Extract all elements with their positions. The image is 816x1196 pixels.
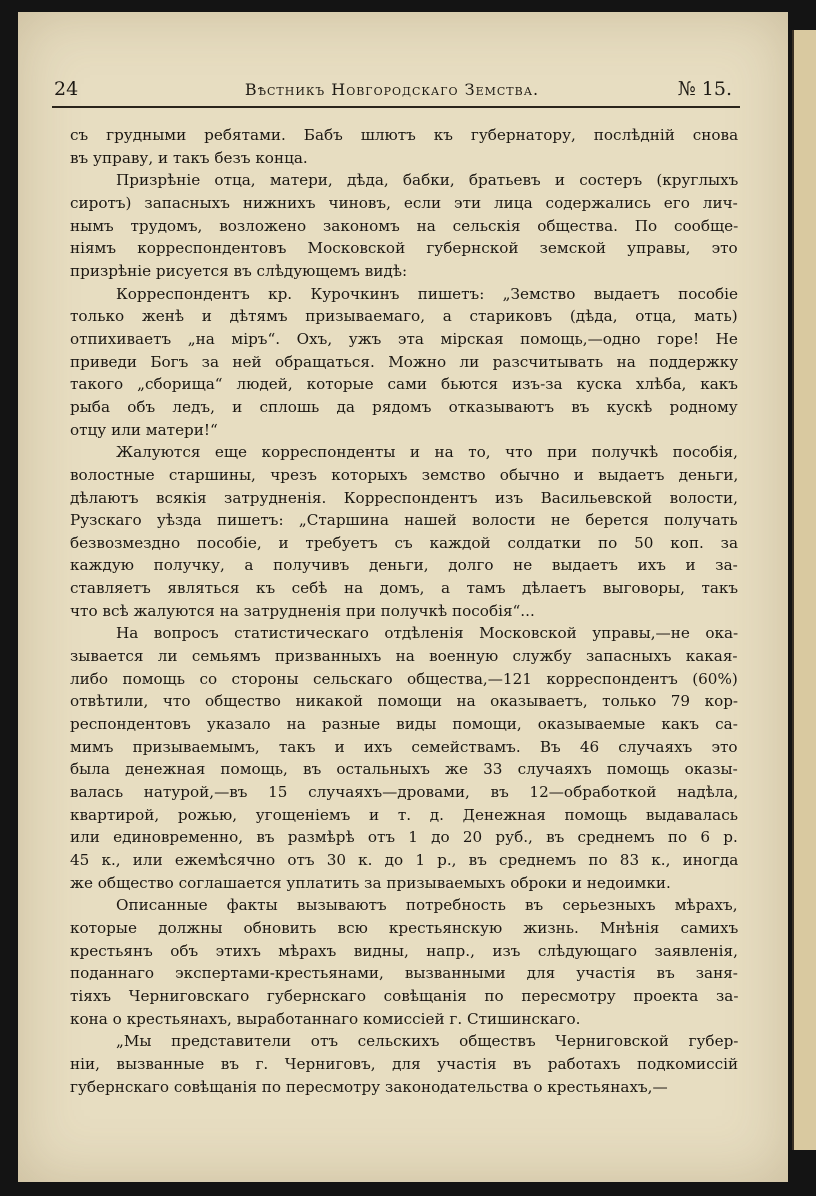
paragraph: [70, 441, 738, 622]
text-line: губернскаго совѣщанія по пересмотру законодательства о крестьянахъ,—: [70, 1077, 668, 1096]
text-line: приведи Богъ за ней обращаться. Можно ли разсчитывать на поддержку: [70, 352, 738, 371]
text-line: Корреспондентъ кр. Курочкинъ пишетъ: „Земство выдаетъ пособіе: [116, 284, 738, 303]
text-line: либо помощь со стороны сельскаго общества,—121 корреспондентъ (60%): [70, 669, 738, 688]
text-line: безвозмездно пособіе, и требуетъ съ каждой солдатки по 50 коп. за: [70, 533, 738, 552]
text-line: зывается ли семьямъ призванныхъ на военную службу запасныхъ какая-: [70, 647, 738, 666]
paragraph: [70, 283, 738, 442]
text-line: кона о крестьянахъ, выработаннаго комиссіей г. Стишинскаго.: [70, 1009, 581, 1028]
text-line: съ грудными ребятами. Бабъ шлютъ къ губернатору, послѣдній снова: [70, 126, 738, 144]
issue-number: № 15.: [677, 78, 732, 100]
text-line: сиротъ) запасныхъ нижнихъ чиновъ, если эти лица содержались его лич-: [70, 193, 738, 212]
paragraph: [70, 1030, 738, 1098]
text-line: что всѣ жалуются на затрудненія при получкѣ пособія“...: [70, 601, 535, 620]
text-line: отвѣтили, что общество никакой помощи на оказываетъ, только 79 кор-: [70, 692, 738, 711]
paragraph: [70, 894, 738, 1030]
running-header: [52, 70, 732, 104]
text-line: ніи, вызванные въ г. Черниговъ, для участія въ работахъ подкомиссій: [70, 1054, 738, 1073]
text-line: поданнаго экспертами-крестьянами, вызванными для участія въ заня-: [70, 964, 738, 983]
text-line: 45 к., или ежемѣсячно отъ 30 к. до 1 р., въ среднемъ по 83 к., иногда: [70, 851, 738, 869]
text-line: Рузскаго уѣзда пишетъ: „Старшина нашей волости не берется получать: [70, 511, 738, 530]
text-line: только женѣ и дѣтямъ призываемаго, а стариковъ (дѣда, отца, мать): [70, 307, 738, 326]
text-line: валась натурой,—въ 15 случаяхъ—дровами, въ 12—обработкой надѣла,: [70, 783, 738, 802]
header-rule: [52, 106, 740, 108]
text-line: въ управу, и такъ безъ конца.: [70, 148, 308, 167]
paragraph: [70, 622, 738, 894]
journal-title: Вѣстникъ Новгородскаго Земства.: [244, 80, 540, 99]
text-line: отцу или матери!“: [70, 420, 218, 439]
paragraph: [70, 124, 738, 169]
text-line: волостные старшины, чрезъ которыхъ земство обычно и выдаетъ деньги,: [70, 465, 738, 484]
text-line: или единовременно, въ размѣрѣ отъ 1 до 20 руб., въ среднемъ по 6 р.: [70, 828, 738, 847]
paragraph: [70, 169, 738, 282]
text-line: респондентовъ указало на разные виды помощи, оказываемые какъ са-: [70, 715, 738, 734]
text-line: отпихиваетъ „на міръ“. Охъ, ужъ эта мірская помощь,—одно горе! Не: [70, 329, 738, 348]
text-line: Жалуются еще корреспонденты и на то, что при получкѣ пособія,: [116, 443, 738, 462]
text-line: же общество соглашается уплатить за призываемыхъ оброки и недоимки.: [70, 873, 671, 892]
text-line: нымъ трудомъ, возложено закономъ на сельскія общества. По сообще-: [70, 216, 738, 235]
text-line: дѣлаютъ всякія затрудненія. Корреспондентъ изъ Васильевской волости,: [70, 488, 738, 507]
text-line: мимъ призываемымъ, такъ и ихъ семействамъ. Въ 46 случаяхъ это: [70, 737, 738, 756]
text-line: каждую получку, а получивъ деньги, долго не выдаетъ ихъ и за-: [70, 556, 738, 575]
text-line: ставляетъ являться къ себѣ на домъ, а тамъ дѣлаетъ выговоры, такъ: [70, 579, 738, 598]
text-line: была денежная помощь, въ остальныхъ же 33 случаяхъ помощь оказы-: [70, 760, 738, 779]
text-line: рыба объ ледъ, и сплошь да рядомъ отказываютъ въ кускѣ родному: [70, 397, 738, 416]
text-line: ніямъ корреспондентовъ Московской губернской земской управы, это: [70, 239, 738, 258]
text-line: „Мы представители отъ сельскихъ обществъ Черниговской губер-: [116, 1032, 738, 1051]
text-line: Описанные факты вызываютъ потребность въ серьезныхъ мѣрахъ,: [116, 896, 738, 915]
facing-page-edge: [792, 30, 816, 1150]
text-line: крестьянъ объ этихъ мѣрахъ видны, напр., изъ слѣдующаго заявленія,: [70, 941, 738, 960]
text-line: Призрѣніе отца, матери, дѣда, бабки, братьевъ и состеръ (круглыхъ: [116, 171, 738, 190]
text-line: квартирой, рожью, угощеніемъ и т. д. Денежная помощь выдавалась: [70, 805, 738, 824]
text-line: призрѣніе рисуется въ слѣдующемъ видѣ:: [70, 261, 408, 280]
text-line: На вопросъ статистическаго отдѣленія Московской управы,—не ока-: [116, 624, 738, 643]
text-line: которые должны обновить всю крестьянскую жизнь. Мнѣнія самихъ: [70, 918, 738, 937]
page-number: 24: [54, 78, 79, 100]
text-line: такого „сборища“ людей, которые сами бьются изъ-за куска хлѣба, какъ: [70, 375, 738, 394]
text-line: тіяхъ Черниговскаго губернскаго совѣщанія по пересмотру проекта за-: [70, 986, 738, 1005]
article-body: [70, 124, 738, 1098]
